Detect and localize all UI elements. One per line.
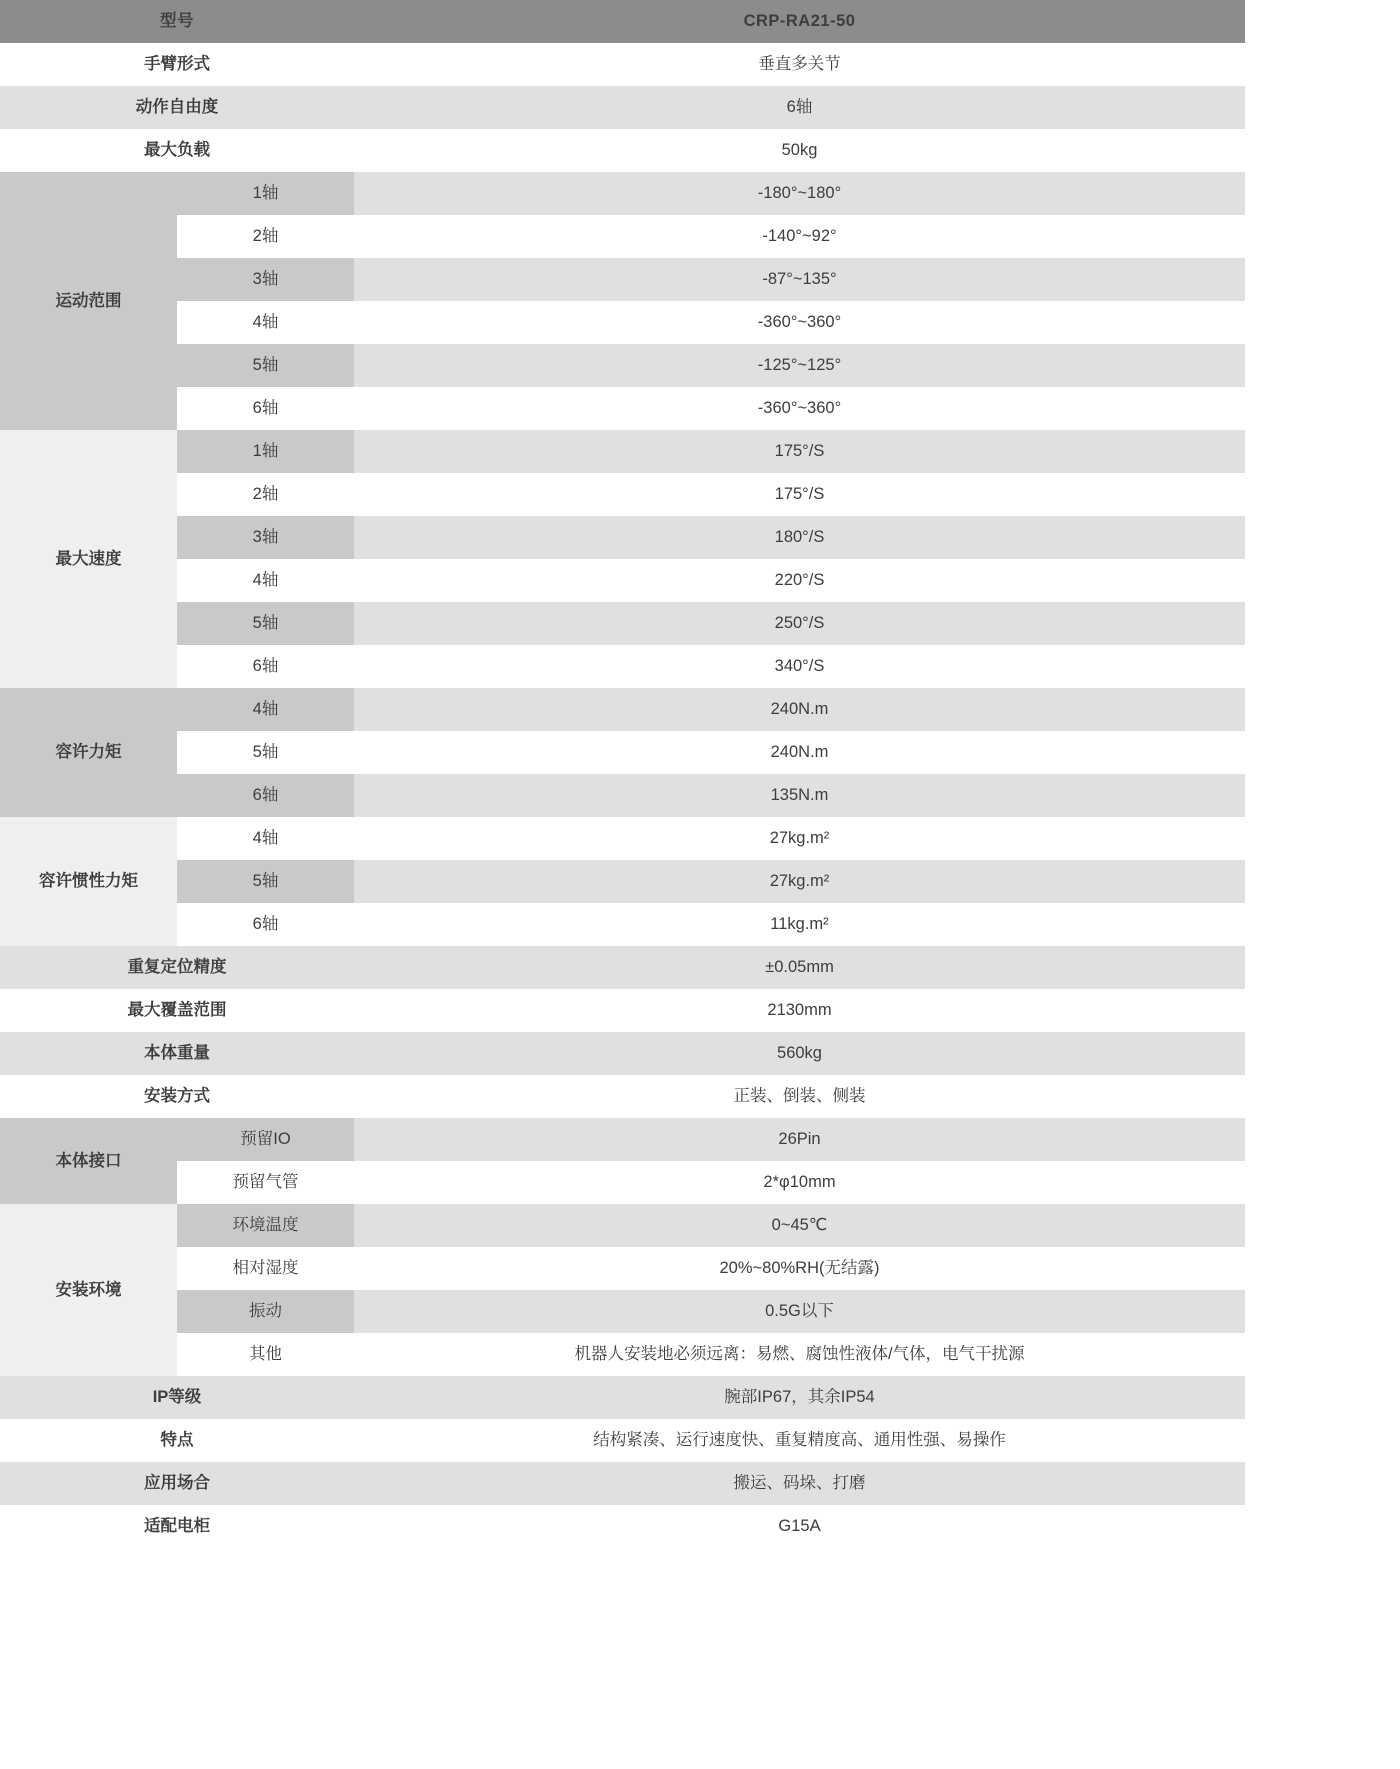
table-row: [0, 1247, 1245, 1290]
table-row: [0, 215, 1245, 258]
row-value: 250°/S: [354, 602, 1245, 645]
row-value: 27kg.m²: [354, 860, 1245, 903]
row-value: 26Pin: [354, 1118, 1245, 1161]
group-label-install-environment: 安装环境: [0, 1204, 177, 1376]
row-label: 最大负载: [0, 129, 354, 172]
table-row: [0, 1075, 1245, 1118]
row-label: IP等级: [0, 1376, 354, 1419]
sub-label: 5轴: [177, 860, 354, 903]
row-label: 最大覆盖范围: [0, 989, 354, 1032]
sub-label: 6轴: [177, 903, 354, 946]
sub-label: 4轴: [177, 301, 354, 344]
row-value: 搬运、码垛、打磨: [354, 1462, 1245, 1505]
table-row: [0, 516, 1245, 559]
sub-label: 1轴: [177, 430, 354, 473]
table-row: [0, 1290, 1245, 1333]
row-value: 560kg: [354, 1032, 1245, 1075]
sub-label: 3轴: [177, 258, 354, 301]
sub-label: 1轴: [177, 172, 354, 215]
group-label-allowable-inertia: 容许惯性力矩: [0, 817, 177, 946]
table-row: [0, 1032, 1245, 1075]
row-value: 垂直多关节: [354, 43, 1245, 86]
row-value: 180°/S: [354, 516, 1245, 559]
row-value: -360°~360°: [354, 387, 1245, 430]
sub-label: 预留IO: [177, 1118, 354, 1161]
sub-label: 4轴: [177, 817, 354, 860]
row-value: 腕部IP67，其余IP54: [354, 1376, 1245, 1419]
row-value: G15A: [354, 1505, 1245, 1548]
table-row: [0, 817, 1245, 860]
table-row: [0, 430, 1245, 473]
table-row: [0, 301, 1245, 344]
row-value: -140°~92°: [354, 215, 1245, 258]
row-value: 11kg.m²: [354, 903, 1245, 946]
sub-label: 振动: [177, 1290, 354, 1333]
row-value: 27kg.m²: [354, 817, 1245, 860]
table-row: [0, 1419, 1245, 1462]
row-value: 240N.m: [354, 688, 1245, 731]
row-label: 应用场合: [0, 1462, 354, 1505]
sub-label: 3轴: [177, 516, 354, 559]
row-value: 175°/S: [354, 430, 1245, 473]
table-row: [0, 860, 1245, 903]
row-value: 正装、倒装、侧装: [354, 1075, 1245, 1118]
row-label: 本体重量: [0, 1032, 354, 1075]
table-row: [0, 1462, 1245, 1505]
table-row: [0, 688, 1245, 731]
sub-label: 6轴: [177, 774, 354, 817]
sub-label: 5轴: [177, 344, 354, 387]
row-value: 2130mm: [354, 989, 1245, 1032]
sub-label: 2轴: [177, 473, 354, 516]
row-value: ±0.05mm: [354, 946, 1245, 989]
sub-label: 5轴: [177, 602, 354, 645]
table-row: [0, 1376, 1245, 1419]
table-header-row: [0, 0, 1245, 43]
table-row: [0, 1333, 1245, 1376]
row-label: 安装方式: [0, 1075, 354, 1118]
group-label-motion-range: 运动范围: [0, 172, 177, 430]
sub-label: 2轴: [177, 215, 354, 258]
sub-label: 6轴: [177, 645, 354, 688]
row-value: -180°~180°: [354, 172, 1245, 215]
table-row: [0, 172, 1245, 215]
row-value: 6轴: [354, 86, 1245, 129]
table-row: [0, 602, 1245, 645]
row-value: 结构紧凑、运行速度快、重复精度高、通用性强、易操作: [354, 1419, 1245, 1462]
sub-label: 环境温度: [177, 1204, 354, 1247]
header-label: 型号: [0, 0, 354, 43]
row-label: 手臂形式: [0, 43, 354, 86]
table-row: [0, 387, 1245, 430]
row-value: -87°~135°: [354, 258, 1245, 301]
table-row: [0, 645, 1245, 688]
row-label: 动作自由度: [0, 86, 354, 129]
row-value: 220°/S: [354, 559, 1245, 602]
sub-label: 5轴: [177, 731, 354, 774]
row-label: 特点: [0, 1419, 354, 1462]
table-row: [0, 946, 1245, 989]
table-row: [0, 86, 1245, 129]
row-value: 50kg: [354, 129, 1245, 172]
table-row: [0, 1161, 1245, 1204]
row-value: 340°/S: [354, 645, 1245, 688]
table-row: [0, 344, 1245, 387]
table-row: [0, 1118, 1245, 1161]
table-row: [0, 129, 1245, 172]
row-value: 0.5G以下: [354, 1290, 1245, 1333]
sub-label: 4轴: [177, 688, 354, 731]
table-row: [0, 1505, 1245, 1548]
row-value: 机器人安装地必须远离：易燃、腐蚀性液体/气体，电气干扰源: [354, 1333, 1245, 1376]
row-label: 适配电柜: [0, 1505, 354, 1548]
table-row: [0, 559, 1245, 602]
row-value: 175°/S: [354, 473, 1245, 516]
row-value: -125°~125°: [354, 344, 1245, 387]
table-row: [0, 258, 1245, 301]
header-model: CRP-RA21-50: [354, 0, 1245, 43]
table-row: [0, 989, 1245, 1032]
row-value: 135N.m: [354, 774, 1245, 817]
table-row: [0, 1204, 1245, 1247]
row-value: 0~45℃: [354, 1204, 1245, 1247]
group-label-max-speed: 最大速度: [0, 430, 177, 688]
table-row: [0, 774, 1245, 817]
row-value: 2*φ10mm: [354, 1161, 1245, 1204]
sub-label: 相对湿度: [177, 1247, 354, 1290]
table-row: [0, 473, 1245, 516]
table-row: [0, 903, 1245, 946]
sub-label: 预留气管: [177, 1161, 354, 1204]
row-value: 20%~80%RH(无结露): [354, 1247, 1245, 1290]
sub-label: 4轴: [177, 559, 354, 602]
row-label: 重复定位精度: [0, 946, 354, 989]
table-row: [0, 43, 1245, 86]
table-row: [0, 731, 1245, 774]
row-value: 240N.m: [354, 731, 1245, 774]
row-value: -360°~360°: [354, 301, 1245, 344]
sub-label: 6轴: [177, 387, 354, 430]
sub-label: 其他: [177, 1333, 354, 1376]
group-label-body-interface: 本体接口: [0, 1118, 177, 1204]
group-label-allowable-torque: 容许力矩: [0, 688, 177, 817]
